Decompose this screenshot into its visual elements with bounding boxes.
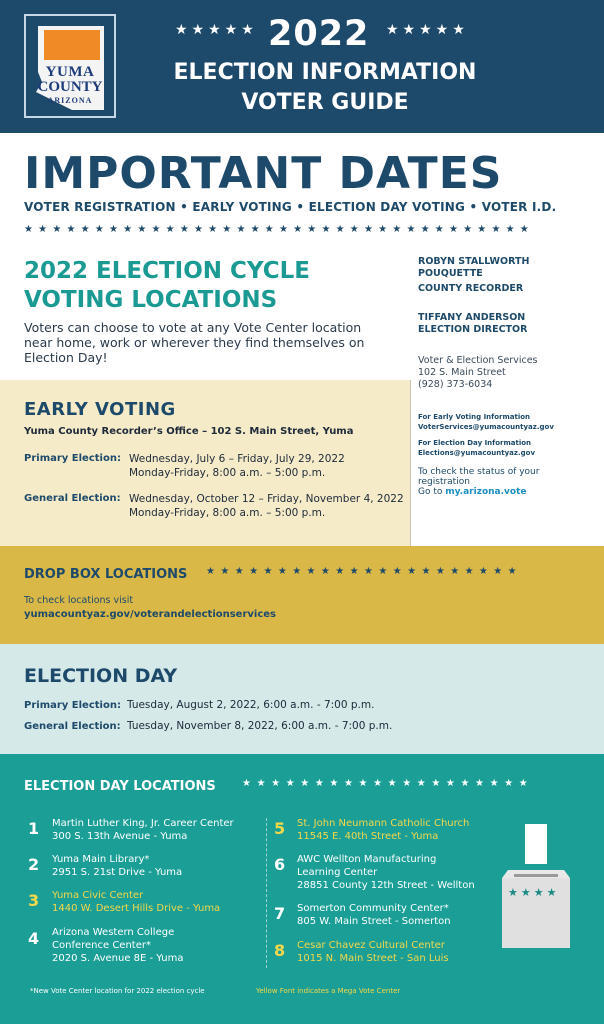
- status-text-line2: registration: [418, 477, 470, 487]
- header-stars-left: ★★★★★: [175, 22, 258, 38]
- status-goto: [418, 487, 598, 497]
- location-name: AWC Wellton Manufacturing: [297, 854, 437, 865]
- location-number: 2: [28, 855, 40, 874]
- cycle-title-line2: VOTING LOCATIONS: [24, 287, 278, 313]
- recorder-block: [418, 256, 598, 295]
- director-block: [418, 312, 598, 336]
- location-address: 1440 W. Desert Hills Drive - Yuma: [52, 903, 221, 914]
- footnote-new-location: *New Vote Center location for 2022 election cycle: [30, 987, 205, 995]
- early-info-email[interactable]: VoterServices@yumacountyaz.gov: [418, 423, 554, 431]
- location-item: [297, 817, 527, 843]
- recorder-name-line2: POUQUETTE: [418, 268, 483, 279]
- eday-primary-label: Primary Election:: [24, 700, 121, 711]
- eday-primary-value: Tuesday, August 2, 2022, 6:00 a.m. - 7:00 p.m.: [127, 699, 375, 711]
- header-title-line2: VOTER GUIDE: [241, 90, 409, 115]
- location-number: 6: [274, 855, 286, 874]
- location-item: [297, 902, 527, 928]
- location-address: 2951 S. 21st Drive - Yuma: [52, 867, 183, 878]
- location-address: 805 W. Main Street - Somerton: [297, 916, 451, 927]
- location-item: [52, 853, 282, 879]
- early-general-label: General Election:: [24, 493, 121, 504]
- recorder-role: COUNTY RECORDER: [418, 283, 524, 294]
- logo-text-yuma: YUMA: [45, 64, 95, 80]
- location-name: Martin Luther King, Jr. Career Center: [52, 818, 234, 829]
- office-contact-block: [418, 355, 598, 391]
- column-divider: [410, 380, 411, 546]
- location-number: 4: [28, 929, 40, 948]
- eday-general-label: General Election:: [24, 721, 121, 732]
- important-dates-title: IMPORTANT DATES: [24, 148, 503, 199]
- location-number: 8: [274, 941, 286, 960]
- ballot-box-stars: ★★★★: [508, 886, 560, 899]
- early-voting-office: Yuma County Recorder’s Office – 102 S. Main Street, Yuma: [24, 426, 354, 437]
- logo-text-arizona: ARIZONA: [47, 96, 93, 105]
- location-number: 1: [28, 819, 40, 838]
- ballot-box-icon: [500, 820, 572, 950]
- eday-info-block: [418, 438, 598, 458]
- eday-general-value: Tuesday, November 8, 2022, 6:00 a.m. - 7:00 p.m.: [127, 720, 393, 732]
- location-number: 3: [28, 891, 40, 910]
- eday-info-email[interactable]: Elections@yumacountyaz.gov: [418, 449, 536, 457]
- locations-stars: ★★★★★★★★★★★★★★★★★★★★: [242, 778, 534, 789]
- location-name-line2: Conference Center*: [52, 940, 151, 951]
- cycle-description: Voters can choose to vote at any Vote Center location near home, work or wherever they find themselves on Election Day!: [24, 320, 365, 365]
- footnote-mega-center: Yellow Font indicates a Mega Vote Center: [256, 987, 401, 995]
- location-name: Arizona Western College: [52, 927, 175, 938]
- director-name: TIFFANY ANDERSON: [418, 312, 526, 323]
- location-name: Somerton Community Center*: [297, 903, 449, 914]
- logo-text-county: COUNTY: [37, 79, 103, 95]
- yuma-county-logo: [24, 14, 116, 118]
- early-primary-dates: Wednesday, July 6 – Friday, July 29, 2022: [129, 453, 345, 465]
- cycle-title-line1: 2022 ELECTION CYCLE: [24, 258, 310, 284]
- location-item: [52, 889, 282, 915]
- header-title-line1: ELECTION INFORMATION: [173, 60, 477, 85]
- location-address: 2020 S. Avenue 8E - Yuma: [52, 953, 184, 964]
- location-item: [297, 939, 527, 965]
- location-number: 7: [274, 904, 286, 923]
- eday-info-label: For Election Day Information: [418, 439, 532, 447]
- important-dates-subtitle: VOTER REGISTRATION • EARLY VOTING • ELECTION DAY VOTING • VOTER I.D.: [24, 200, 557, 214]
- office-address: 102 S. Main Street: [418, 367, 506, 378]
- director-role: ELECTION DIRECTOR: [418, 324, 528, 335]
- location-address: 1015 N. Main Street - San Luis: [297, 953, 449, 964]
- location-address: 300 S. 13th Avenue - Yuma: [52, 831, 188, 842]
- goto-label: Go to: [418, 487, 443, 497]
- status-text-line1: To check the status of your: [418, 467, 540, 477]
- location-item: [52, 817, 282, 843]
- office-name: Voter & Election Services: [418, 355, 538, 366]
- arizona-vote-link[interactable]: my.arizona.vote: [445, 487, 527, 497]
- early-primary-hours: Monday-Friday, 8:00 a.m. – 5:00 p.m.: [129, 467, 326, 479]
- location-name-line2: Learning Center: [297, 867, 378, 878]
- drop-box-text: To check locations visit: [24, 595, 134, 606]
- drop-box-title: DROP BOX LOCATIONS: [24, 567, 188, 582]
- location-item: [297, 853, 527, 892]
- header-stars-right: ★★★★★: [386, 22, 469, 38]
- location-address: 28851 County 12th Street - Wellton: [297, 880, 475, 891]
- location-name: Yuma Main Library*: [52, 854, 150, 865]
- location-name: Cesar Chavez Cultural Center: [297, 940, 445, 951]
- location-name: St. John Neumann Catholic Church: [297, 818, 470, 829]
- header-year: 2022: [268, 14, 370, 54]
- cycle-title: [24, 257, 404, 315]
- early-voting-title: EARLY VOTING: [24, 399, 176, 420]
- early-info-label: For Early Voting Information: [418, 413, 531, 421]
- header-banner: [0, 0, 604, 133]
- election-day-title: ELECTION DAY: [24, 665, 178, 687]
- early-info-block: [418, 412, 598, 432]
- early-primary-label: Primary Election:: [24, 453, 121, 464]
- recorder-name-line1: ROBYN STALLWORTH: [418, 256, 530, 267]
- status-block: [418, 467, 598, 497]
- office-phone: (928) 373-6034: [418, 379, 493, 390]
- early-general-dates: Wednesday, October 12 – Friday, November 4, 2022: [129, 493, 404, 505]
- drop-box-link[interactable]: yumacountyaz.gov/voterandelectionservices: [24, 609, 277, 620]
- location-item: [52, 926, 282, 965]
- star-divider: ★★★★★★★★★★★★★★★★★★★★★★★★★★★★★★★★★★★★: [24, 224, 534, 235]
- location-name: Yuma Civic Center: [52, 890, 144, 901]
- location-address: 11545 E. 40th Street - Yuma: [297, 831, 439, 842]
- drop-box-stars: ★★★★★★★★★★★★★★★★★★★★★★: [206, 566, 523, 577]
- early-general-hours: Monday-Friday, 8:00 a.m. – 5:00 p.m.: [129, 507, 326, 519]
- location-number: 5: [274, 819, 286, 838]
- locations-title: ELECTION DAY LOCATIONS: [24, 779, 216, 794]
